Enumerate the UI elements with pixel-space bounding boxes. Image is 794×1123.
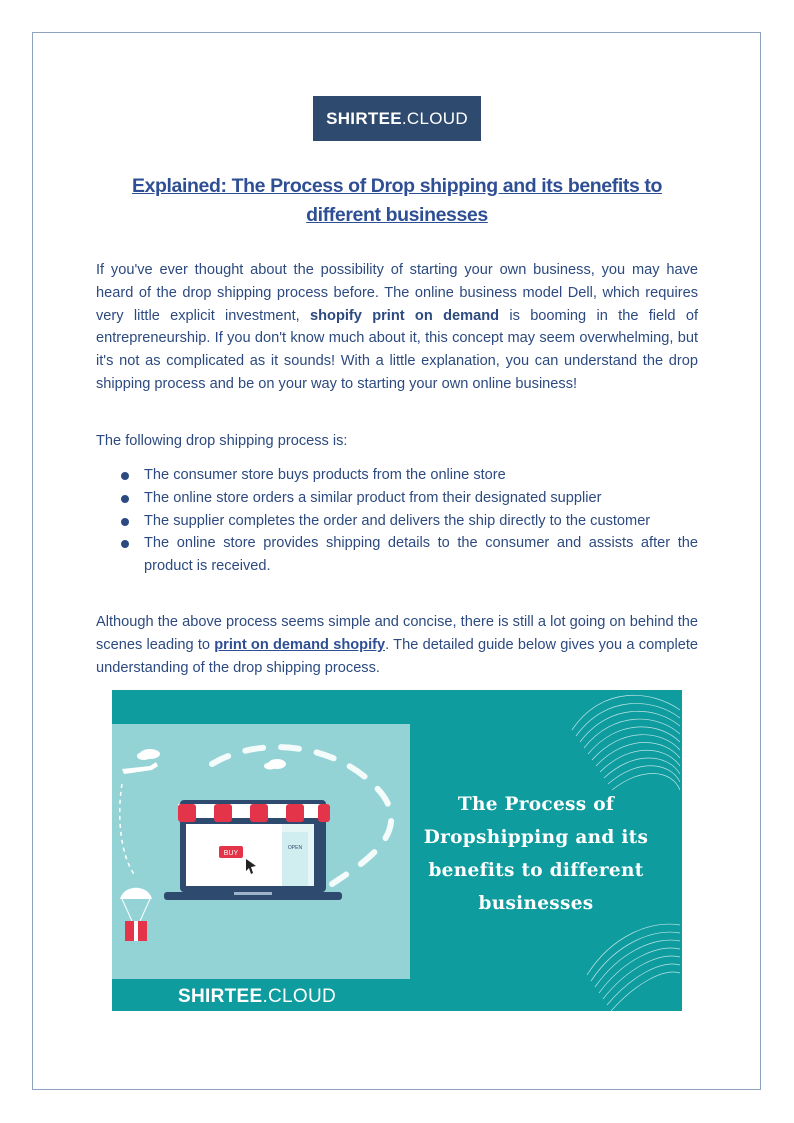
shopify-print-on-demand-keyword: shopify print on demand xyxy=(310,307,500,324)
wave-lines-bottom-decoration xyxy=(582,915,682,1011)
closing-text-a: Although the above process seems simple and concise, there is still a lot going on behind the scenes leading to xyxy=(96,614,698,653)
print-on-demand-shopify-link[interactable]: print on demand shopify xyxy=(214,636,386,653)
intro-text-a: If you've ever thought about the possibility of starting your own business, you may have heard of the drop shipping process before. The online business model Dell, which requires very little explicit investment, xyxy=(96,262,698,324)
process-intro: The following drop shipping process is: xyxy=(96,433,348,449)
online-store-illustration xyxy=(112,724,410,979)
open-sign: OPEN xyxy=(287,845,303,851)
shirtee-logo xyxy=(313,96,481,141)
list-item: The supplier completes the order and delivers the ship directly to the customer xyxy=(96,510,698,533)
illustration-panel xyxy=(112,724,410,1007)
plane-icon xyxy=(122,762,158,774)
banner-image xyxy=(112,690,682,1011)
closing-paragraph xyxy=(96,611,698,679)
parachute-gift-icon xyxy=(120,888,152,941)
banner-logo xyxy=(178,986,336,1008)
list-item: The online store orders a similar product from their designated supplier xyxy=(96,487,698,510)
list-item: The online store provides shipping details to the consumer and assists after the product is received. xyxy=(96,532,698,578)
list-item: The consumer store buys products from the online store xyxy=(96,464,698,487)
logo-bold: SHIRTEE xyxy=(326,108,402,128)
intro-paragraph xyxy=(96,259,698,396)
closing-text-b: . The detailed guide below gives you a complete understanding of the drop shipping process. xyxy=(96,636,698,676)
wave-lines-top-decoration xyxy=(562,690,682,800)
banner-heading: The Process of Dropshipping and its benefits to different businesses xyxy=(423,794,649,914)
buy-label: BUY xyxy=(223,850,239,857)
banner-logo-light: .CLOUD xyxy=(262,986,337,1007)
intro-text-b: is booming in the field of entrepreneurship. If you don't know much about it, this concept may seem overwhelming, but it's not as complicated as it sounds! With a little explanation, you can understand the drop shipping process and be on your way to starting your own online business! xyxy=(96,307,698,392)
process-steps-list xyxy=(96,464,698,578)
banner-logo-bold: SHIRTEE xyxy=(178,986,263,1007)
logo-light: .CLOUD xyxy=(401,108,468,128)
article-title: Explained: The Process of Drop shipping and its benefits to different businesses xyxy=(131,175,663,226)
